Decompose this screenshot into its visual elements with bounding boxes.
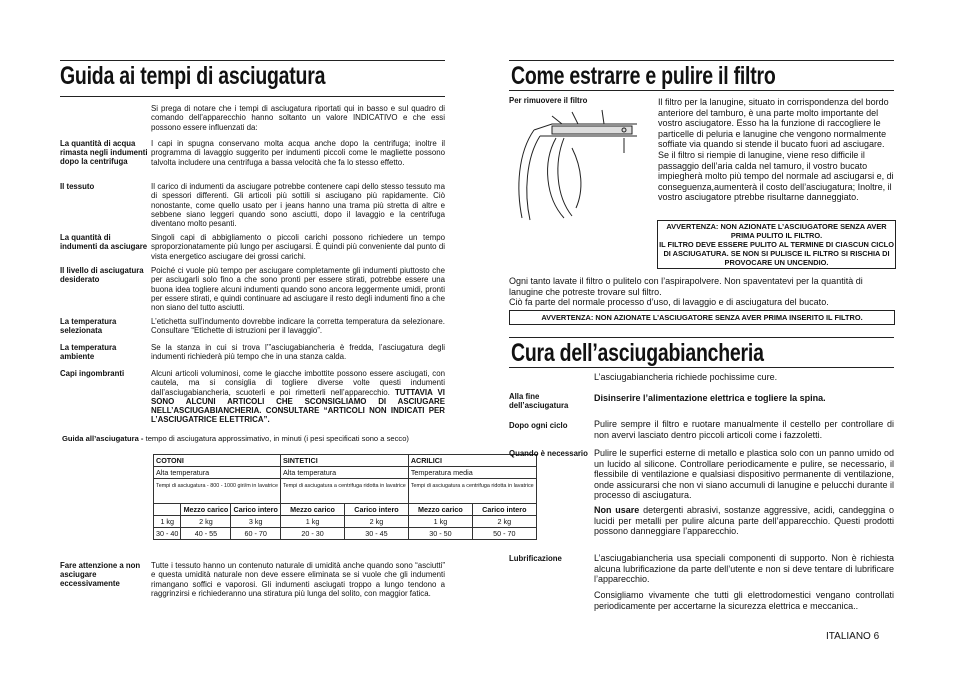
- title-rule-top: [60, 60, 445, 61]
- remove-filter-label: Per rimuovere il filtro: [509, 96, 588, 105]
- item-text-water: I capi in spugna conservano molta acqua anche dopo la centrifuga; inoltre il programma di lavaggio suggerito per indumenti piccoli come le magliette possono talvolta includere una centrifuga a bassa velocità che fa lo stesso effetto.: [151, 139, 445, 167]
- care-title-rule-bottom: [509, 367, 894, 368]
- weight-cell: 1 kg: [154, 516, 181, 528]
- item-label-quantity: La quantità di indumenti da asciugare: [60, 233, 148, 251]
- load-sintetici-half: Mezzo carico: [280, 504, 344, 516]
- load-acrilici-full: Carico intero: [473, 504, 537, 516]
- item-text-quantity: Singoli capi di abbigliamento o piccoli carichi possono richiedere un tempo sproporzionatamente più lungo per asciugarsi. È quindi più conveniente dal punto di vista energetico asciugare dei grossi carichi.: [151, 233, 445, 261]
- load-cotoni-full: Carico intero: [231, 504, 281, 516]
- item-label-selected-temp: La temperatura selezionata: [60, 317, 117, 335]
- care-label-when-needed: Quando è necessario: [509, 449, 588, 458]
- temp-acrilici: Temperatura media: [408, 467, 536, 479]
- bulky-text: Alcuni articoli voluminosi, come le giacche imbottite possono essere asciugati, con cautela, ma si consiglia di togliere diverse volte questi indumenti dall’asciugabiancheria, scuoterli e poi rimetterli nell’apparecchio.: [151, 369, 445, 397]
- item-text-level: Poiché ci vuole più tempo per asciugare completamente gli indumenti piuttosto che per asciugarli solo fino a che sono pronti per essere stirati, potrebbe essere una buona idea togliere alcuni indumenti quando sono ancora leggermente umidi, pronti per essere stirati, e quindi continuare ad asciugare il resto degli indumenti fino a che non siano del tutto asciutti.: [151, 266, 445, 313]
- filter-removal-illustration: [512, 108, 642, 228]
- weight-cell: 2 kg: [345, 516, 409, 528]
- note-acrilici: Tempi di asciugatura a centrifuga ridotta in lavatrice: [410, 483, 534, 489]
- item-label-fabric: Il tessuto: [60, 182, 95, 191]
- filter-title-rule-bottom: [509, 90, 894, 91]
- weight-cell: 1 kg: [408, 516, 472, 528]
- wash-filter-text: Ogni tanto lavate il filtro o pulitelo con l’aspirapolvere. Non spaventatevi per la quantità di lanugine che potreste trovare sul filtro. Ciò fa parte del normale processo d’uso, di lavaggio e di asciugatura del bucato.: [509, 276, 863, 308]
- weight-cell: 2 kg: [181, 516, 231, 528]
- attention-text: Tutte i tessuto hanno un contenuto naturale di umidità anche quando sono “asciutti” e questa umidità naturale non deve essere eliminata se si vuole che gli indumenti rimangano soffici e vaporosi. Gli indumenti asciugati troppo a lungo tendono a raggrinzirsi e richiederanno una stiratura più lunga del solito, con maggior fatica.: [151, 561, 445, 598]
- table-row-load: [154, 504, 537, 516]
- temp-cotoni: Alta temperatura: [154, 467, 281, 479]
- page-footer: ITALIANO 6: [826, 631, 880, 642]
- filter-title: Come estrarre e pulire il filtro: [511, 62, 776, 90]
- item-text-selected-temp: L’etichetta sull’indumento dovrebbe indicare la corretta temperatura da selezionare. Consultare “Etichette di istruzioni per il lavaggio”.: [151, 317, 445, 336]
- time-cell: 20 - 30: [280, 528, 344, 540]
- guide-text: tempo di asciugatura approssimativo, in minuti (i pesi specificati sono a secco): [145, 434, 409, 443]
- load-acrilici-half: Mezzo carico: [408, 504, 472, 516]
- temp-sintetici: Alta temperatura: [280, 467, 408, 479]
- weight-cell: 1 kg: [280, 516, 344, 528]
- header-acrilici: ACRILICI: [408, 455, 536, 467]
- care-text-lubrication: L’asciugabiancheria usa speciali componenti di supporto. Non è richiesta alcuna lubrificazione da parte dell’utente e non si deve tentare di lubrificare l’apparecchio.: [594, 553, 894, 585]
- table-row-headers: [154, 455, 537, 467]
- table-row-times: [154, 528, 537, 540]
- care-title: Cura dell’asciugabiancheria: [511, 339, 764, 367]
- title-rule-bottom: [60, 96, 445, 97]
- care-title-rule-top: [509, 337, 894, 338]
- time-cell: 30 - 40: [154, 528, 181, 540]
- time-cell: 60 - 70: [231, 528, 281, 540]
- header-cotoni: COTONI: [154, 455, 281, 467]
- weight-cell: 2 kg: [473, 516, 537, 528]
- warning-insert-filter: AVVERTENZA: NON AZIONATE L’ASCIUGATORE SENZA AVER PRIMA INSERITO IL FILTRO.: [509, 310, 895, 325]
- table-row-weights: [154, 516, 537, 528]
- care-text-after-cycle: Pulire sempre il filtro e ruotare manualmente il cestello per controllare di non avervi lasciato dentro piccoli articoli come i fazzoletti.: [594, 419, 894, 440]
- no-abrasives-bold: Non usare: [594, 505, 640, 515]
- header-sintetici: SINTETICI: [280, 455, 408, 467]
- drying-guide-caption: [62, 434, 409, 443]
- warning-clean-filter: AVVERTENZA: NON AZIONATE L’ASCIUGATORE SENZA AVER PRIMA PULITO IL FILTRO. IL FILTRO DEVE ESSERE PULITO AL TERMINE DI CIASCUN CICLO DI ASCIUGATURA. SE NON SI PULISCE IL FILTRO SI RISCHIA DI PROVOCARE UN UNCENDIO.: [657, 220, 896, 269]
- note-sintetici: Tempi di asciugatura a centrifuga ridotta in lavatrice: [282, 483, 406, 489]
- care-label-end: Alla fine dell’asciugatura: [509, 392, 569, 410]
- time-cell: 30 - 45: [345, 528, 409, 540]
- item-text-room-temp: Se la stanza in cui si trova l’”asciugabiancheria è fredda, l’asciugatura degli indumenti richiederà più tempo che in una stanza calda.: [151, 343, 445, 362]
- time-cell: 30 - 50: [408, 528, 472, 540]
- bulky-warning: TUTTAVIA VI SONO ALCUNI ARTICOLI CHE SCONSIGLIAMO DI ASCIUGARE NELL’ASCIUGABIANCHERIA. CONSULTARE “ARTICOLI NON INDICATI PER L’ASCIUGATRICE ELETTRICA”.: [151, 387, 445, 425]
- time-cell: 40 - 55: [181, 528, 231, 540]
- load-sintetici-full: Carico intero: [345, 504, 409, 516]
- page-title-drying-guide: Guida ai tempi di asciugatura: [60, 62, 326, 90]
- care-text-checks: Consigliamo vivamente che tutti gli elettrodomestici vengano controllati periodicamente per accertarne la sicurezza elettrica e meccanica..: [594, 590, 894, 611]
- attention-label: Fare attenzione a non asciugare eccessivamente: [60, 561, 141, 588]
- item-label-bulky: Capi ingombranti: [60, 369, 125, 378]
- weight-cell: 3 kg: [231, 516, 281, 528]
- item-label-level: Il livello di asciugatura desiderato: [60, 266, 144, 284]
- guide-label: Guida all’asciugatura -: [62, 434, 144, 443]
- item-text-fabric: Il carico di indumenti da asciugare potrebbe contenere capi dello stesso tessuto ma di spessori differenti. Gli articoli più sottili si asciugano più rapidamente. Ciò nonostante, come quello usato per i jeans hanno una trama più stretta di altre e sebbene siano leggeri quando sono asciutti, dopo il lavaggio e la centrifuga diventano molto pesanti.: [151, 182, 445, 229]
- item-label-room-temp: La temperatura ambiente: [60, 343, 117, 361]
- table-row-notes: [154, 479, 537, 504]
- filter-title-rule-top: [509, 60, 894, 61]
- time-cell: 50 - 70: [473, 528, 537, 540]
- item-text-bulky: [151, 369, 445, 425]
- drying-time-table: [153, 454, 537, 540]
- care-text-end: Disinserire l’alimentazione elettrica e togliere la spina.: [594, 393, 826, 403]
- care-label-lubrication: Lubrificazione: [509, 554, 562, 563]
- note-cotoni: Tempi di asciugatura - 800 - 1000 giri/m in lavatrice: [156, 483, 278, 489]
- item-label-water: La quantità di acqua rimasta negli indumenti dopo la centrifuga: [60, 139, 148, 166]
- care-text-no-abrasives: [594, 505, 894, 537]
- load-cotoni-half: Mezzo carico: [181, 504, 231, 516]
- care-intro: L’asciugabiancheria richiede pochissime cure.: [594, 372, 778, 382]
- care-text-when-needed: Pulire le superfici esterne di metallo e plastica solo con un panno umido od un lucido al silicone. Controllare periodicamente e pulire, se necessario, il flessibile di ventilazione e qualsiasi dispositivo permanente di ventilazione, onde assicurarsi che non vi siano accumuli di lanugine e pelucchi durante il processo di asciugatura.: [594, 448, 894, 501]
- no-abrasives-text: detergenti abrasivi, sostanze aggressive, acidi, candeggina o lucidi per metalli per pulire alcuna parte dell’apparecchio. Questi prodotti possono danneggiare l’apparecchio.: [594, 505, 894, 537]
- intro-text: Si prega di notare che i tempi di asciugatura riportati qui in basso e sul quadro di comando dell’apparecchio hanno soltanto un valore INDICATIVO e che essi possono essere influenzati da:: [151, 104, 445, 132]
- care-label-after-cycle: Dopo ogni ciclo: [509, 421, 568, 430]
- table-row-temps: [154, 467, 537, 479]
- remove-filter-text: Il filtro per la lanugine, situato in corrispondenza del bordo anteriore del tamburo, è una parte molto importante del vostro asciugatore. Esso ha la funzione di raccogliere le particelle di peluria e lanugine che vengono normalmente soffiate via quando si stende il bucato fuori ad asciugare. Se il filtro si riempie di lanugine, viene reso difficile il passaggio dell’aria calda nel tamuro, il vostro bucato impiegherà molto più tempo del normale ad asciugarsi e, di conseguenza,aumenterà il costo dell’asciugatura; Inoltre, il vostro asciugatore ptrebbe risultarne danneggiato.: [658, 97, 894, 203]
